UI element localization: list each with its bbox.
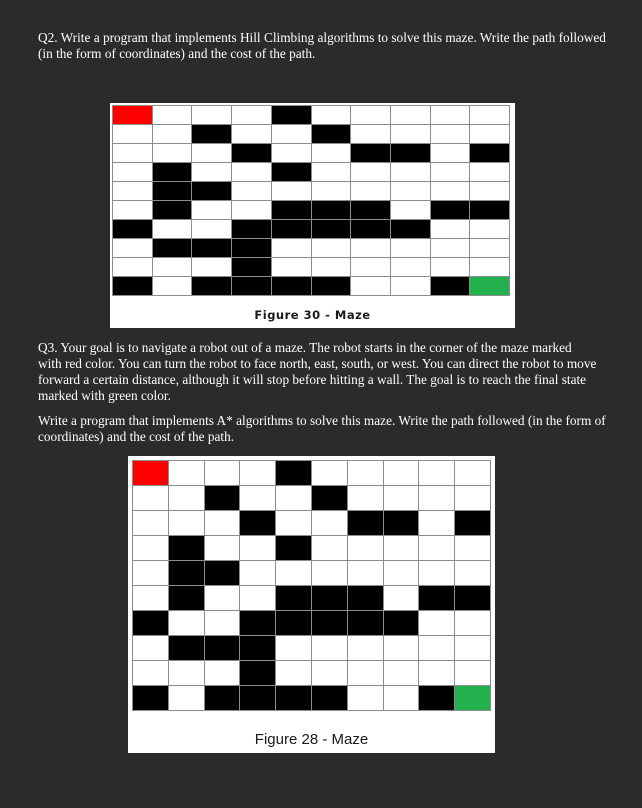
maze-open-cell (240, 561, 275, 585)
maze-open-cell (153, 125, 192, 143)
maze-grid (112, 105, 510, 296)
maze-open-cell (113, 239, 152, 257)
maze-wall-cell (153, 182, 192, 200)
maze-wall-cell (470, 201, 509, 219)
maze-wall-cell (312, 201, 351, 219)
maze-goal-cell (455, 686, 490, 710)
maze-wall-cell (205, 486, 240, 510)
maze-wall-cell (169, 636, 204, 660)
maze-open-cell (205, 586, 240, 610)
maze-wall-cell (431, 201, 470, 219)
maze-wall-cell (470, 144, 509, 162)
maze-open-cell (391, 125, 430, 143)
maze-wall-cell (276, 461, 311, 485)
maze-open-cell (431, 182, 470, 200)
maze-open-cell (133, 586, 168, 610)
maze-open-cell (470, 220, 509, 238)
maze-wall-cell (312, 611, 347, 635)
maze-wall-cell (276, 686, 311, 710)
maze-wall-cell (240, 661, 275, 685)
maze-wall-cell (240, 686, 275, 710)
maze-open-cell (240, 586, 275, 610)
maze-open-cell (169, 486, 204, 510)
maze-wall-cell (192, 182, 231, 200)
maze-open-cell (384, 636, 419, 660)
maze-wall-cell (272, 163, 311, 181)
question-3-description: Q3. Your goal is to navigate a robot out of a maze. The robot starts in the corner of the maze marked with red color. You can turn the robot to face north, east, south, or west. You can direct the robot to move forward a certain distance, although it will stop before hitting a wall. The goal is to reach the final state marked with green color. (38, 340, 597, 403)
maze-open-cell (133, 511, 168, 535)
maze-open-cell (240, 536, 275, 560)
maze-wall-cell (312, 486, 347, 510)
maze-open-cell (133, 486, 168, 510)
maze-wall-cell (192, 125, 231, 143)
maze-wall-cell (153, 163, 192, 181)
maze-open-cell (272, 182, 311, 200)
maze-open-cell (272, 239, 311, 257)
maze-open-cell (470, 163, 509, 181)
maze-open-cell (232, 106, 271, 124)
maze-open-cell (455, 611, 490, 635)
maze-open-cell (133, 536, 168, 560)
maze-open-cell (205, 536, 240, 560)
maze-wall-cell (169, 536, 204, 560)
maze-open-cell (455, 661, 490, 685)
maze-wall-cell (384, 611, 419, 635)
maze-open-cell (232, 182, 271, 200)
maze-wall-cell (240, 611, 275, 635)
maze-wall-cell (351, 220, 390, 238)
maze-open-cell (384, 486, 419, 510)
maze-open-cell (312, 636, 347, 660)
maze-open-cell (431, 220, 470, 238)
maze-open-cell (276, 511, 311, 535)
maze-open-cell (391, 239, 430, 257)
maze-open-cell (419, 661, 454, 685)
maze-wall-cell (169, 561, 204, 585)
maze-open-cell (113, 182, 152, 200)
maze-open-cell (431, 258, 470, 276)
maze-open-cell (391, 163, 430, 181)
maze-open-cell (312, 163, 351, 181)
maze-open-cell (133, 561, 168, 585)
maze-wall-cell (232, 144, 271, 162)
maze-open-cell (192, 258, 231, 276)
maze-open-cell (419, 561, 454, 585)
maze-open-cell (169, 611, 204, 635)
maze-wall-cell (431, 277, 470, 295)
maze-wall-cell (113, 277, 152, 295)
maze-open-cell (312, 561, 347, 585)
maze-wall-cell (276, 586, 311, 610)
maze-start-cell (133, 461, 168, 485)
maze-open-cell (312, 661, 347, 685)
maze-open-cell (312, 182, 351, 200)
maze-open-cell (169, 686, 204, 710)
maze-open-cell (276, 636, 311, 660)
maze-wall-cell (205, 636, 240, 660)
figure-caption: Figure 30 - Maze (254, 308, 371, 322)
maze-open-cell (169, 511, 204, 535)
question-3-task: Write a program that implements A* algorithms to solve this maze. Write the path followed (in the form of coordinates) and the cost of the path. (38, 413, 606, 444)
maze-wall-cell (351, 144, 390, 162)
maze-open-cell (384, 686, 419, 710)
maze-open-cell (348, 661, 383, 685)
maze-wall-cell (240, 636, 275, 660)
maze-wall-cell (232, 239, 271, 257)
maze-open-cell (232, 163, 271, 181)
maze-figure-28 (128, 456, 495, 753)
maze-wall-cell (272, 220, 311, 238)
maze-open-cell (276, 661, 311, 685)
maze-wall-cell (232, 277, 271, 295)
maze-wall-cell (276, 536, 311, 560)
maze-open-cell (312, 106, 351, 124)
figure-caption: Figure 28 - Maze (254, 731, 369, 748)
maze-open-cell (431, 163, 470, 181)
maze-wall-cell (205, 686, 240, 710)
maze-open-cell (153, 277, 192, 295)
maze-open-cell (113, 258, 152, 276)
maze-open-cell (113, 163, 152, 181)
maze-grid (132, 460, 491, 711)
maze-open-cell (312, 239, 351, 257)
maze-wall-cell (272, 106, 311, 124)
maze-open-cell (205, 611, 240, 635)
maze-wall-cell (232, 220, 271, 238)
maze-open-cell (276, 561, 311, 585)
maze-wall-cell (312, 277, 351, 295)
maze-open-cell (419, 536, 454, 560)
maze-open-cell (169, 661, 204, 685)
maze-open-cell (455, 486, 490, 510)
maze-open-cell (272, 125, 311, 143)
maze-open-cell (351, 258, 390, 276)
maze-wall-cell (312, 586, 347, 610)
maze-open-cell (455, 461, 490, 485)
maze-open-cell (312, 258, 351, 276)
maze-open-cell (431, 125, 470, 143)
maze-open-cell (169, 461, 204, 485)
maze-open-cell (455, 536, 490, 560)
maze-open-cell (192, 106, 231, 124)
question-2-text: Q2. Write a program that implements Hill Climbing algorithms to solve this maze. Write the path followed (in the form of coordinates) and the cost of the path. (38, 30, 606, 61)
maze-open-cell (384, 586, 419, 610)
maze-wall-cell (348, 611, 383, 635)
maze-open-cell (240, 461, 275, 485)
maze-wall-cell (391, 144, 430, 162)
maze-open-cell (470, 125, 509, 143)
maze-open-cell (312, 144, 351, 162)
maze-wall-cell (419, 586, 454, 610)
maze-open-cell (384, 461, 419, 485)
maze-open-cell (348, 561, 383, 585)
maze-open-cell (348, 536, 383, 560)
maze-open-cell (113, 201, 152, 219)
maze-wall-cell (153, 201, 192, 219)
maze-open-cell (419, 511, 454, 535)
maze-open-cell (272, 144, 311, 162)
maze-open-cell (419, 486, 454, 510)
maze-open-cell (133, 636, 168, 660)
maze-wall-cell (272, 277, 311, 295)
maze-wall-cell (419, 686, 454, 710)
maze-open-cell (232, 125, 271, 143)
maze-wall-cell (205, 561, 240, 585)
maze-open-cell (153, 144, 192, 162)
maze-open-cell (192, 201, 231, 219)
maze-wall-cell (153, 239, 192, 257)
maze-open-cell (312, 536, 347, 560)
maze-wall-cell (391, 220, 430, 238)
maze-wall-cell (348, 586, 383, 610)
maze-open-cell (276, 486, 311, 510)
maze-open-cell (348, 686, 383, 710)
maze-open-cell (205, 461, 240, 485)
maze-wall-cell (113, 220, 152, 238)
maze-start-cell (113, 106, 152, 124)
maze-figure-30 (110, 103, 515, 328)
maze-wall-cell (455, 586, 490, 610)
maze-wall-cell (312, 220, 351, 238)
maze-open-cell (470, 106, 509, 124)
maze-open-cell (192, 144, 231, 162)
maze-open-cell (351, 277, 390, 295)
maze-open-cell (391, 258, 430, 276)
maze-open-cell (240, 486, 275, 510)
maze-open-cell (133, 661, 168, 685)
maze-open-cell (351, 125, 390, 143)
maze-open-cell (470, 258, 509, 276)
maze-open-cell (153, 220, 192, 238)
maze-wall-cell (312, 125, 351, 143)
maze-open-cell (391, 277, 430, 295)
maze-open-cell (113, 144, 152, 162)
maze-open-cell (232, 201, 271, 219)
maze-open-cell (348, 636, 383, 660)
maze-open-cell (153, 258, 192, 276)
maze-open-cell (470, 182, 509, 200)
maze-wall-cell (351, 201, 390, 219)
maze-open-cell (205, 661, 240, 685)
maze-open-cell (351, 239, 390, 257)
maze-wall-cell (348, 511, 383, 535)
maze-wall-cell (133, 686, 168, 710)
maze-open-cell (205, 511, 240, 535)
maze-wall-cell (276, 611, 311, 635)
maze-wall-cell (312, 686, 347, 710)
maze-open-cell (153, 106, 192, 124)
maze-open-cell (419, 461, 454, 485)
maze-wall-cell (240, 511, 275, 535)
maze-open-cell (391, 182, 430, 200)
maze-open-cell (312, 461, 347, 485)
maze-open-cell (384, 661, 419, 685)
maze-open-cell (312, 511, 347, 535)
maze-wall-cell (133, 611, 168, 635)
maze-wall-cell (192, 239, 231, 257)
maze-wall-cell (455, 511, 490, 535)
maze-open-cell (113, 125, 152, 143)
maze-open-cell (384, 536, 419, 560)
maze-wall-cell (169, 586, 204, 610)
maze-open-cell (384, 561, 419, 585)
maze-wall-cell (232, 258, 271, 276)
maze-open-cell (351, 106, 390, 124)
maze-open-cell (455, 561, 490, 585)
maze-open-cell (391, 106, 430, 124)
maze-open-cell (348, 486, 383, 510)
maze-open-cell (431, 144, 470, 162)
maze-wall-cell (384, 511, 419, 535)
maze-open-cell (431, 106, 470, 124)
maze-open-cell (419, 636, 454, 660)
maze-goal-cell (470, 277, 509, 295)
maze-open-cell (455, 636, 490, 660)
maze-open-cell (351, 182, 390, 200)
maze-open-cell (419, 611, 454, 635)
maze-open-cell (192, 163, 231, 181)
maze-wall-cell (272, 201, 311, 219)
maze-open-cell (272, 258, 311, 276)
maze-open-cell (391, 201, 430, 219)
maze-open-cell (351, 163, 390, 181)
maze-open-cell (192, 220, 231, 238)
maze-wall-cell (192, 277, 231, 295)
maze-open-cell (431, 239, 470, 257)
maze-open-cell (470, 239, 509, 257)
maze-open-cell (348, 461, 383, 485)
